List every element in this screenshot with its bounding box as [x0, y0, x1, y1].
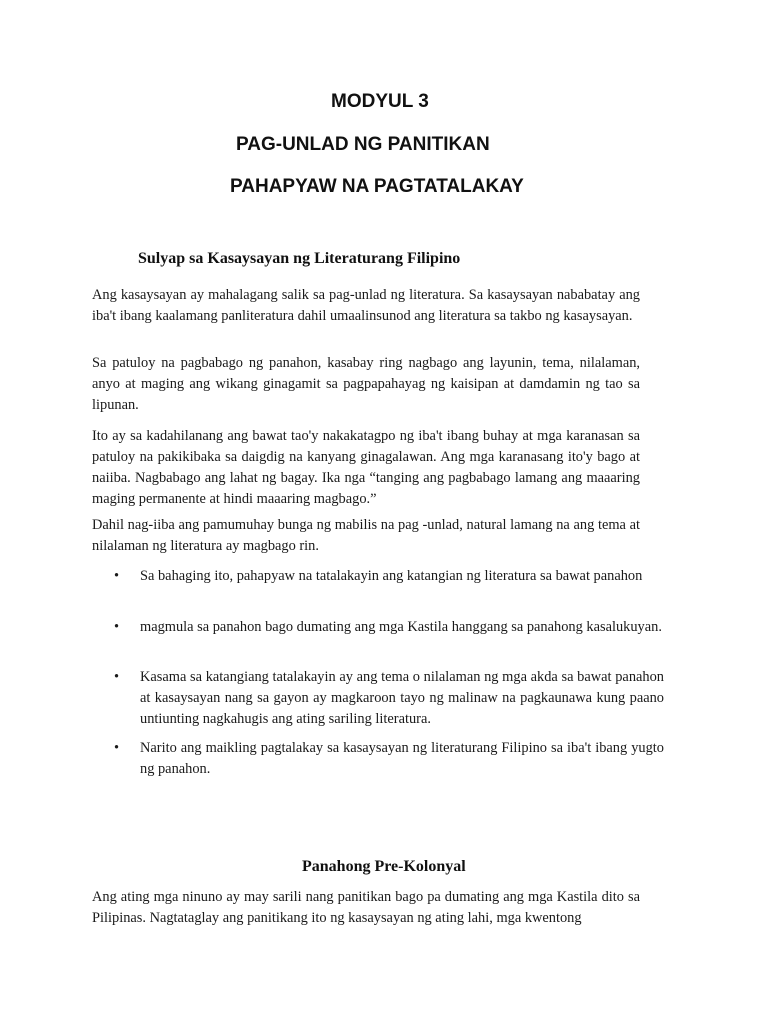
bullet-icon: •: [114, 669, 120, 685]
paragraph-pagbabago: Sa patuloy na pagbabago ng panahon, kasabay ring nagbago ang layunin, tema, nilalaman, anyo at maging ang wikang ginagamit sa pagpapahayag ng kaisipan at damdamin ng tao sa lipunan.: [92, 355, 640, 413]
list-item-text: magmula sa panahon bago dumating ang mga Kastila hanggang sa panahong kasalukuyan.: [140, 619, 662, 635]
prekolonyal-heading: Panahong Pre-Kolonyal: [302, 858, 466, 875]
list-item-text: Sa bahaging ito, pahapyaw na tatalakayin ang katangian ng literatura sa bawat panahon: [140, 568, 643, 584]
module-subtitle: PAG-UNLAD NG PANITIKAN: [236, 134, 490, 155]
bullet-icon: •: [114, 740, 120, 756]
bullet-icon: •: [114, 619, 120, 635]
paragraph-prekolonyal: Ang ating mga ninuno ay may sarili nang panitikan bago pa dumating ang mga Kastila dito sa Pilipinas. Nagtataglay ang panitikang ito ng kasaysayan ng ating lahi, mga kwentong: [92, 889, 640, 926]
paragraph-kasaysayan: Ang kasaysayan ay mahalagang salik sa pag-unlad ng literatura. Sa kasaysayan nababatay ang iba't ibang kaalamang panliteratura dahil umaalinsunod ang literatura sa takbo ng kasaysayan.: [92, 287, 640, 324]
paragraph-pamumuhay: Dahil nag-iiba ang pamumuhay bunga ng mabilis na pag -unlad, natural lamang na ang tema at nilalaman ng literatura ay magbago rin.: [92, 517, 640, 554]
paragraph-karanasan: Ito ay sa kadahilanang ang bawat tao'y nakakatagpo ng iba't ibang buhay at mga karanasan sa patuloy na pakikibaka sa daigdig na kanyang ginagalawan. Ang mga karanasang ito'y bago at naiiba. Nagbabago ang lahat ng bagay. Ika nga “tanging ang pagbabago lamang ang maaaring maging permanente at hindi maaaring magbago.”: [92, 428, 640, 507]
list-item-text: Narito ang maikling pagtalakay sa kasaysayan ng literaturang Filipino sa iba't ibang yugto ng panahon.: [140, 740, 664, 777]
list-item-text: Kasama sa katangiang tatalakayin ay ang tema o nilalaman ng mga akda sa bawat panahon at kasaysayan nang sa gayon ay magkaroon tayo ng malinaw na pagkaunawa kung paano untiunting nagkahugis ang ating sariling literatura.: [140, 669, 664, 727]
module-title: MODYUL 3: [331, 91, 429, 112]
section-title: PAHAPYAW NA PAGTATALAKAY: [230, 176, 524, 197]
sulyap-heading: Sulyap sa Kasaysayan ng Literaturang Filipino: [138, 250, 461, 267]
bullet-icon: •: [114, 568, 120, 584]
